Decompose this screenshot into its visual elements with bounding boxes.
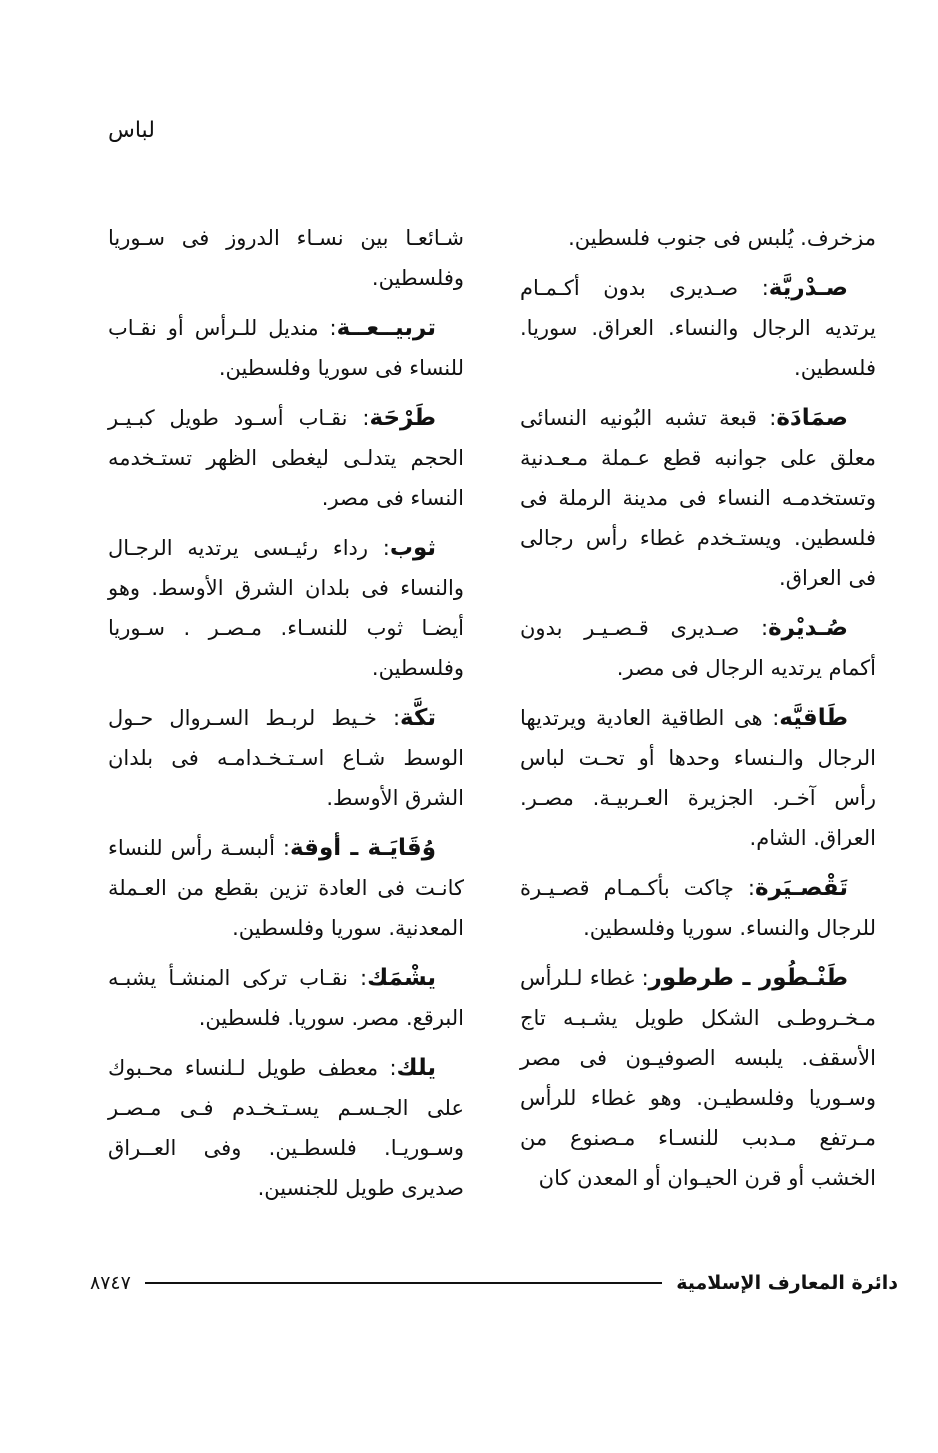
page-footer	[90, 1268, 898, 1298]
glossary-entry	[108, 958, 464, 1038]
entry-definition: : معطف طويل لـلنساء محـبوك على الجـسـم يسـتـخـدم فـى مـصـر وسـوريـا. فلسطـين. وفى العــراق صديرى طويل للجنسين.	[108, 1056, 464, 1200]
footer-title: دائرة المعارف الإسلامية	[676, 1272, 898, 1294]
entry-term: تَقْصـيَرة	[755, 875, 848, 901]
left-column	[108, 218, 464, 1218]
glossary-entry	[108, 528, 464, 688]
glossary-entry	[520, 398, 876, 598]
entry-term: طَاقيَّه	[779, 705, 848, 731]
entry-definition: شـائعـا بين نسـاء الدروز فى سـوريا وفلسطين.	[108, 226, 464, 290]
entry-definition: : صـديرى قـصـيـر بدون أكمام يرتديه الرجال فى مصر.	[520, 616, 876, 680]
footer-rule	[145, 1282, 662, 1284]
entry-definition: : غطاء لـلرأس مـخـروطـى الشكل طويل يشـبـه تاج الأسقف. يلبسه الصوفيـون فى مصر وسـوريا وفلسطيـن. وهو غطاء للرأس مـرتفع مـدبب للنسـاء مـصنوع من الخشب أو قرن الحيـوان أو المعدن كان	[520, 966, 876, 1190]
entry-definition: : صـديرى بدون أكـمـام يرتديه الرجال والنساء. العراق. سوريا. فلسطين.	[520, 276, 876, 380]
entry-term: طَنْـطُور ـ طرطور	[648, 965, 848, 991]
running-head: لباس	[108, 118, 155, 143]
entry-term: صـدْريَّة	[768, 275, 848, 301]
entry-definition: : هى الطاقية العادية ويرتديها الرجال والـنساء وحدها أو تحـت لباس رأس آخـر. الجزيرة العـربيـة. مصـر. العراق. الشام.	[520, 706, 876, 850]
entry-term: ثوب	[389, 535, 436, 561]
glossary-entry	[108, 218, 464, 298]
glossary-entry	[520, 218, 876, 258]
entry-term: وُقَايَـة ـ أوقة	[289, 835, 436, 861]
entry-term: صمَادَة	[776, 405, 848, 431]
glossary-entry	[108, 308, 464, 388]
entry-term: طَرْحَة	[369, 405, 436, 431]
entry-definition: : خـيط لربـط السـروال حـول الوسط شـاع اسـتـخـدامـه فى بلدان الشرق الأوسط.	[108, 706, 464, 810]
right-column	[520, 218, 876, 1208]
entry-definition: : نقـاب تركى المنشـأ يشبـه البرقع. مصر. سوريا. فلسطين.	[108, 966, 464, 1030]
glossary-entry	[108, 1048, 464, 1208]
entry-term: تكَّة	[400, 705, 436, 731]
entry-definition: مزخرف. يُلبس فى جنوب فلسطين.	[568, 226, 876, 250]
entry-term: يلك	[396, 1055, 436, 1081]
glossary-entry	[520, 868, 876, 948]
glossary-entry	[520, 268, 876, 388]
entry-term: يشْمَك	[367, 965, 436, 991]
entry-definition: : منديل للـرأس أو نقـاب للنساء فى سوريا وفلسطين.	[108, 316, 464, 380]
entry-term: صُـديْرة	[768, 615, 848, 641]
glossary-entry	[520, 698, 876, 858]
entry-definition: : نقـاب أسـود طويل كبـيـر الحجم يتدلـى ليغطى الظهر تستـخدمه النساء فى مصر.	[108, 406, 464, 510]
glossary-entry	[520, 958, 876, 1198]
glossary-entry	[108, 828, 464, 948]
glossary-entry	[108, 398, 464, 518]
entry-definition: : قبعة تشبه البُونيه النسائى معلق على جوانبه قطع عـملة مـعـدنية وتستخدمـه النساء فى مدينة الرملة فى فلسطين. ويستـخدم غطاء رأس رجالى فى العراق.	[520, 406, 876, 590]
entry-definition: : ألبسـة رأس للنساء كانـت فى العادة تزين بقطع من العـملة المعدنية. سوريا وفلسطين.	[108, 836, 464, 940]
entry-definition: : چاكت بأكـمـام قصـيـرة للرجال والنساء. سوريا وفلسطين.	[520, 876, 876, 940]
glossary-entry	[108, 698, 464, 818]
page-number: ٨٧٤٧	[90, 1272, 131, 1294]
glossary-entry	[520, 608, 876, 688]
entry-definition: : رداء رئيـسى يرتديه الرجـال والنساء فى بلدان الشرق الأوسط. وهو أيضـا ثوب للنسـاء. مـصـر . سـوريا وفلسطين.	[108, 536, 464, 680]
entry-term: تربيــعــة	[336, 315, 436, 341]
